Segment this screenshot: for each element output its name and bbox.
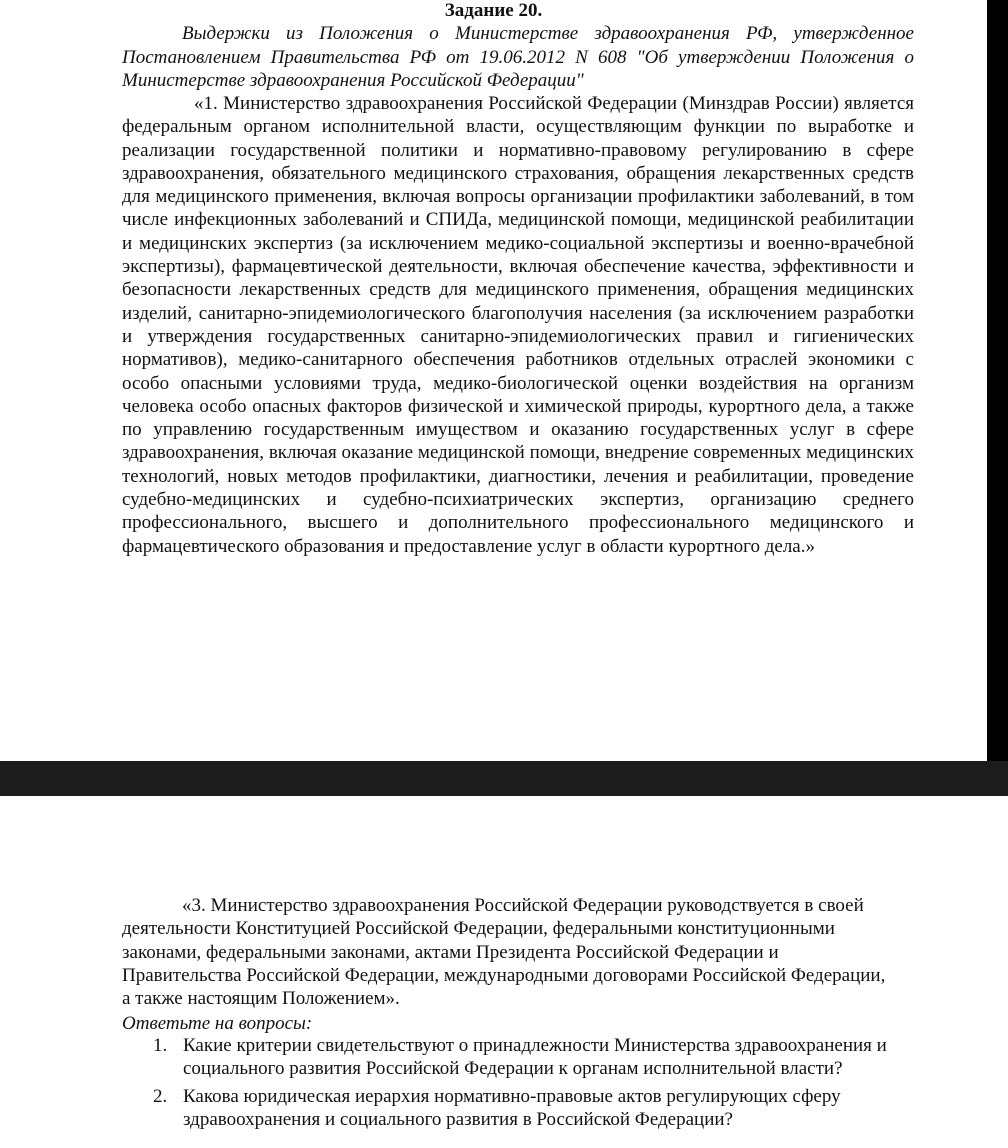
task-title: Задание 20. [444, 0, 543, 21]
questions-list [122, 1034, 922, 1135]
page-separator [0, 761, 1008, 796]
list-item [122, 1085, 922, 1132]
question-number: 1. [153, 1035, 168, 1056]
list-item [122, 1034, 922, 1081]
excerpt-subtitle: Выдержки из Положения о Министерстве здравоохранения РФ, утвержденное Постановлением Правительства РФ от 19.06.2012 N 608 "Об утверждении Положения о Министерстве здравоохранения Российской Федерации" [122, 23, 914, 91]
document-page-2 [0, 796, 1008, 1148]
paragraph-1: «1. Министерство здравоохранения Российской Федерации (Минздрав России) является федеральным органом исполнительной власти, осуществляющим функции по выработке и реализации государственной политики и нормативно-правовому регулированию в сфере здравоохранения, обязательного медицинского страхования, обращения лекарственных средств для медицинского применения, включая вопросы организации профилактики заболеваний, в том числе инфекционных заболеваний и СПИДа, медицинской помощи, медицинской реабилитации и медицинских экспертиз (за исключением медико-социальной экспертизы и военно-врачебной экспертизы), фармацевтической деятельности, включая обеспечение качества, эффективности и безопасности лекарственных средств для медицинского применения, обращения медицинских изделий, санитарно-эпидемиологического благополучия населения (за исключением разработки и утверждения государственных санитарно-эпидемиологических правил и гигиенических нормативов), медико-санитарного обеспечения работников отдельных отраслей экономики с особо опасными условиями труда, медико-биологической оценки воздействия на организм человека особо опасных факторов физической и химической природы, курортного дела, а также по управлению государственным имуществом и оказанию государственных услуг в сфере здравоохранения, включая оказание медицинской помощи, внедрение современных медицинских технологий, новых методов профилактики, диагностики, лечения и реабилитации, проведение судебно-медицинских и судебно-психиатрических экспертиз, организацию среднего профессионального, высшего и дополнительного профессионального медицинского и фармацевтического образования и предоставление услуг в области курортного дела.» [122, 93, 914, 557]
question-text: Какова юридическая иерархия нормативно-правовые актов регулирующих сферу здравоохранения и социального развития в Российской Федерации? [183, 1085, 841, 1130]
question-text: Какие критерии свидетельствуют о принадлежности Министерства здравоохранения и социального развития Российской Федерации к органам исполнительной власти? [183, 1035, 887, 1080]
question-number: 2. [153, 1085, 168, 1107]
paragraph-3: «3. Министерство здравоохранения Российской Федерации руководствуется в своей деятельности Конституцией Российской Федерации, федеральными конституционными законами, федеральными законами, актами Президента Российской Федерации и Правительства Российской Федерации, международными договорами Российской Федерации, а также настоящим Положением». [122, 895, 886, 1010]
questions-heading: Ответьте на вопросы: [122, 1013, 313, 1034]
